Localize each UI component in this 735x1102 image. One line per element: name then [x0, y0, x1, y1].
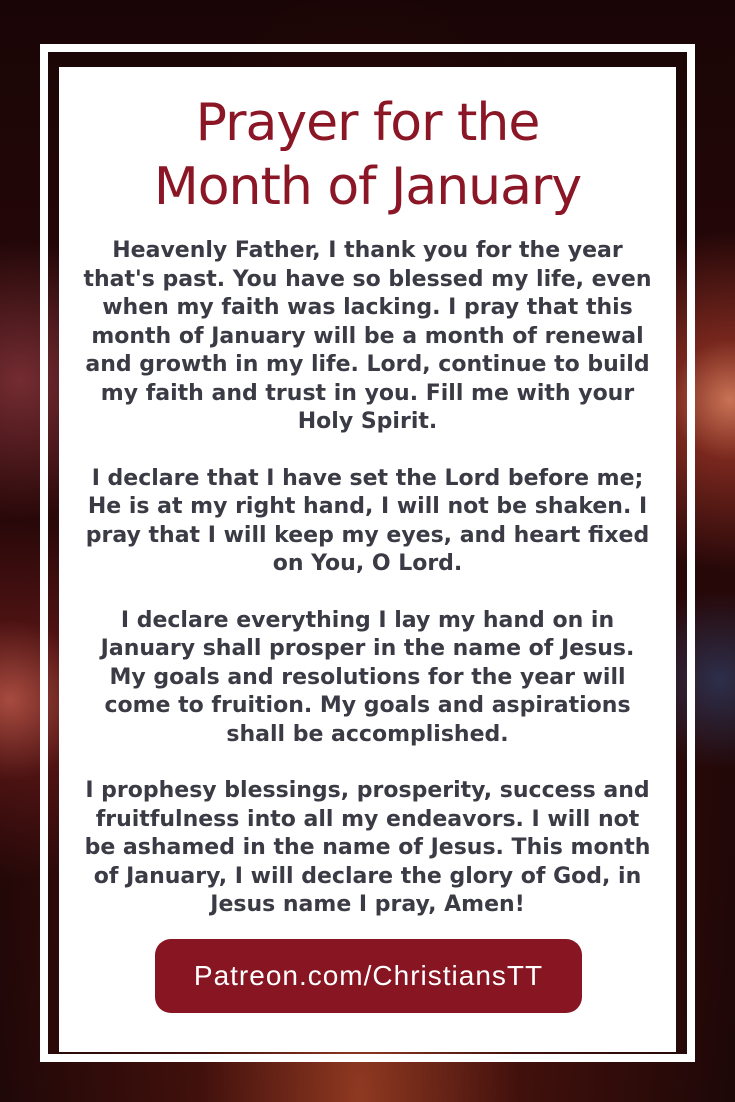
prayer-paragraph: I declare everything I lay my hand on in January shall prosper in the name of Jesus. My goals and resolutions for the year will come to fruition. My goals and aspirations shall be accomplished. — [100, 607, 635, 747]
prayer-paragraph: I prophesy blessings, prosperity, success and fruitfulness into all my endeavors. I will not be ashamed in the name of Jesus. This month of January, I will declare the glory of God, in Jesus name I pray, Amen! — [84, 778, 651, 917]
prayer-body — [79, 237, 656, 920]
prayer-card — [59, 67, 676, 1052]
prayer-paragraph: Heavenly Father, I thank you for the year that's past. You have so blessed my life, even when my faith was lacking. I pray that this month of January will be a month of renewal and growth in my life. Lord, continue to build my faith and trust in you. Fill me with your Holy Spirit. — [83, 238, 652, 434]
title-line-2: Month of January — [153, 157, 582, 217]
prayer-paragraph: I declare that I have set the Lord before me; He is at my right hand, I will not be shaken. I pray that I will keep my eyes, and heart fixed on You, O Lord. — [85, 465, 650, 576]
title-line-1: Prayer for the — [195, 93, 540, 153]
page-title — [59, 91, 676, 219]
patreon-link-button[interactable]: Patreon.com/ChristiansTT — [155, 939, 582, 1013]
